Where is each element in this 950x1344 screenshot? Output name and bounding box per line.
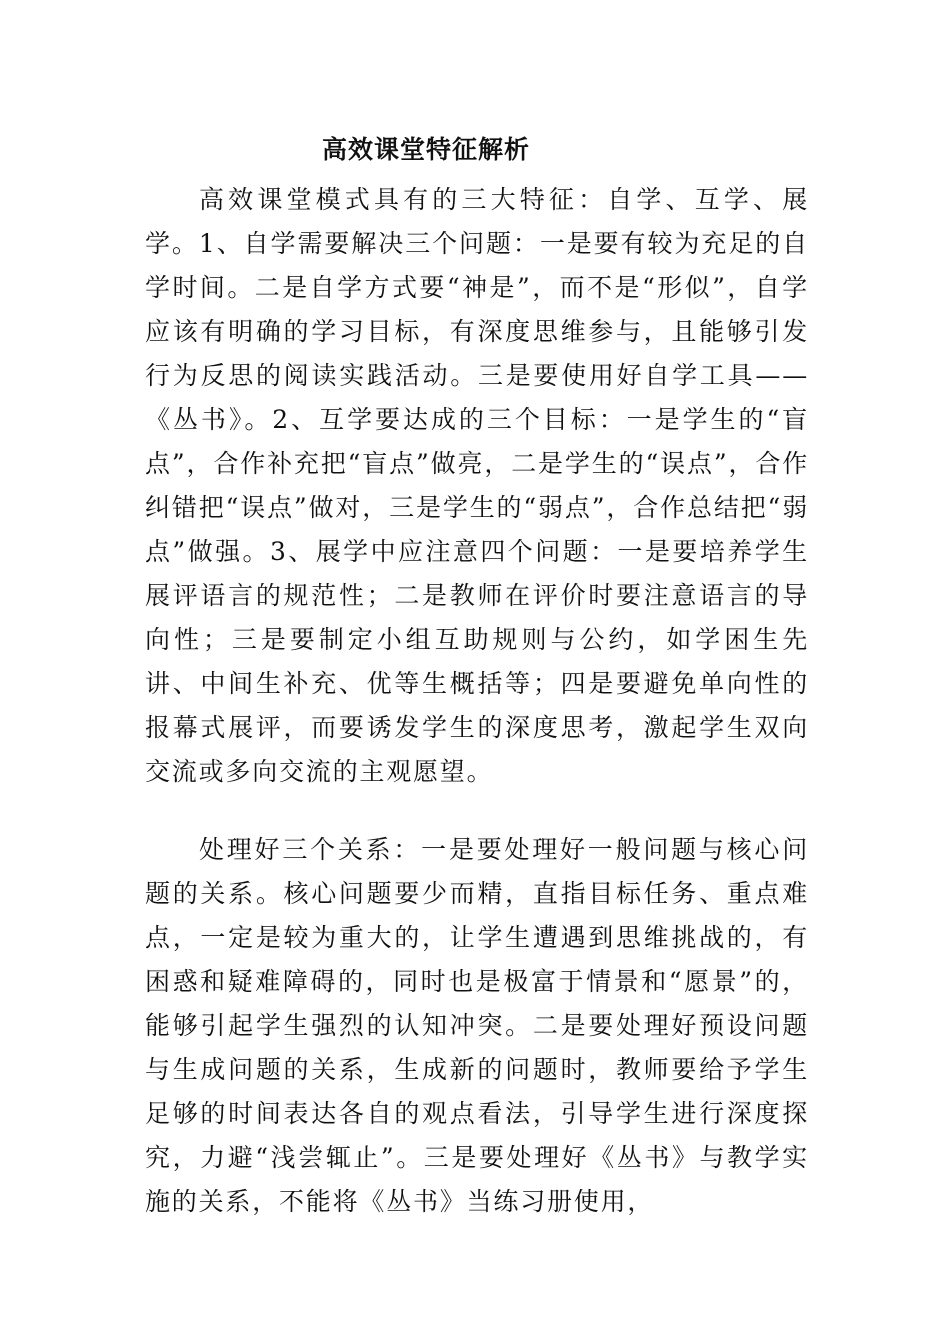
document-title: 高效课堂特征解析 <box>322 135 531 164</box>
paragraph-relations: 处理好三个关系：一是要处理好一般问题与核心问题的关系。核心问题要少而精，直指目标任务、重点难点，一定是较为重大的，让学生遭遇到思维挑战的，有困惑和疑难障碍的，同时也是极富于情景和“愿景”的，能够引起学生强烈的认知冲突。二是要处理好预设问题与生成问题的关系，生成新的问题时，教师要给予学生足够的时间表达各自的观点看法，引导学生进行深度探究，力避“浅尝辄止”。三是要处理好《丛书》与教学实施的关系，不能将《丛书》当练习册使用， <box>145 835 809 1216</box>
paragraph-features: 高效课堂模式具有的三大特征：自学、互学、展学。1、自学需要解决三个问题：一是要有较为充足的自学时间。二是自学方式要“神是”，而不是“形似”，自学应该有明确的学习目标，有深度思维参与，且能够引发行为反思的阅读实践活动。三是要使用好自学工具——《丛书》。2、互学要达成的三个目标：一是学生的“盲点”，合作补充把“盲点”做亮，二是学生的“误点”，合作纠错把“误点”做对，三是学生的“弱点”，合作总结把“弱点”做强。3、展学中应注意四个问题：一是要培养学生展评语言的规范性；二是教师在评价时要注意语言的导向性；三是要制定小组互助规则与公约，如学困生先讲、中间生补充、优等生概括等；四是要避免单向性的报幕式展评，而要诱发学生的深度思考，激起学生双向交流或多向交流的主观愿望。 <box>145 185 809 786</box>
